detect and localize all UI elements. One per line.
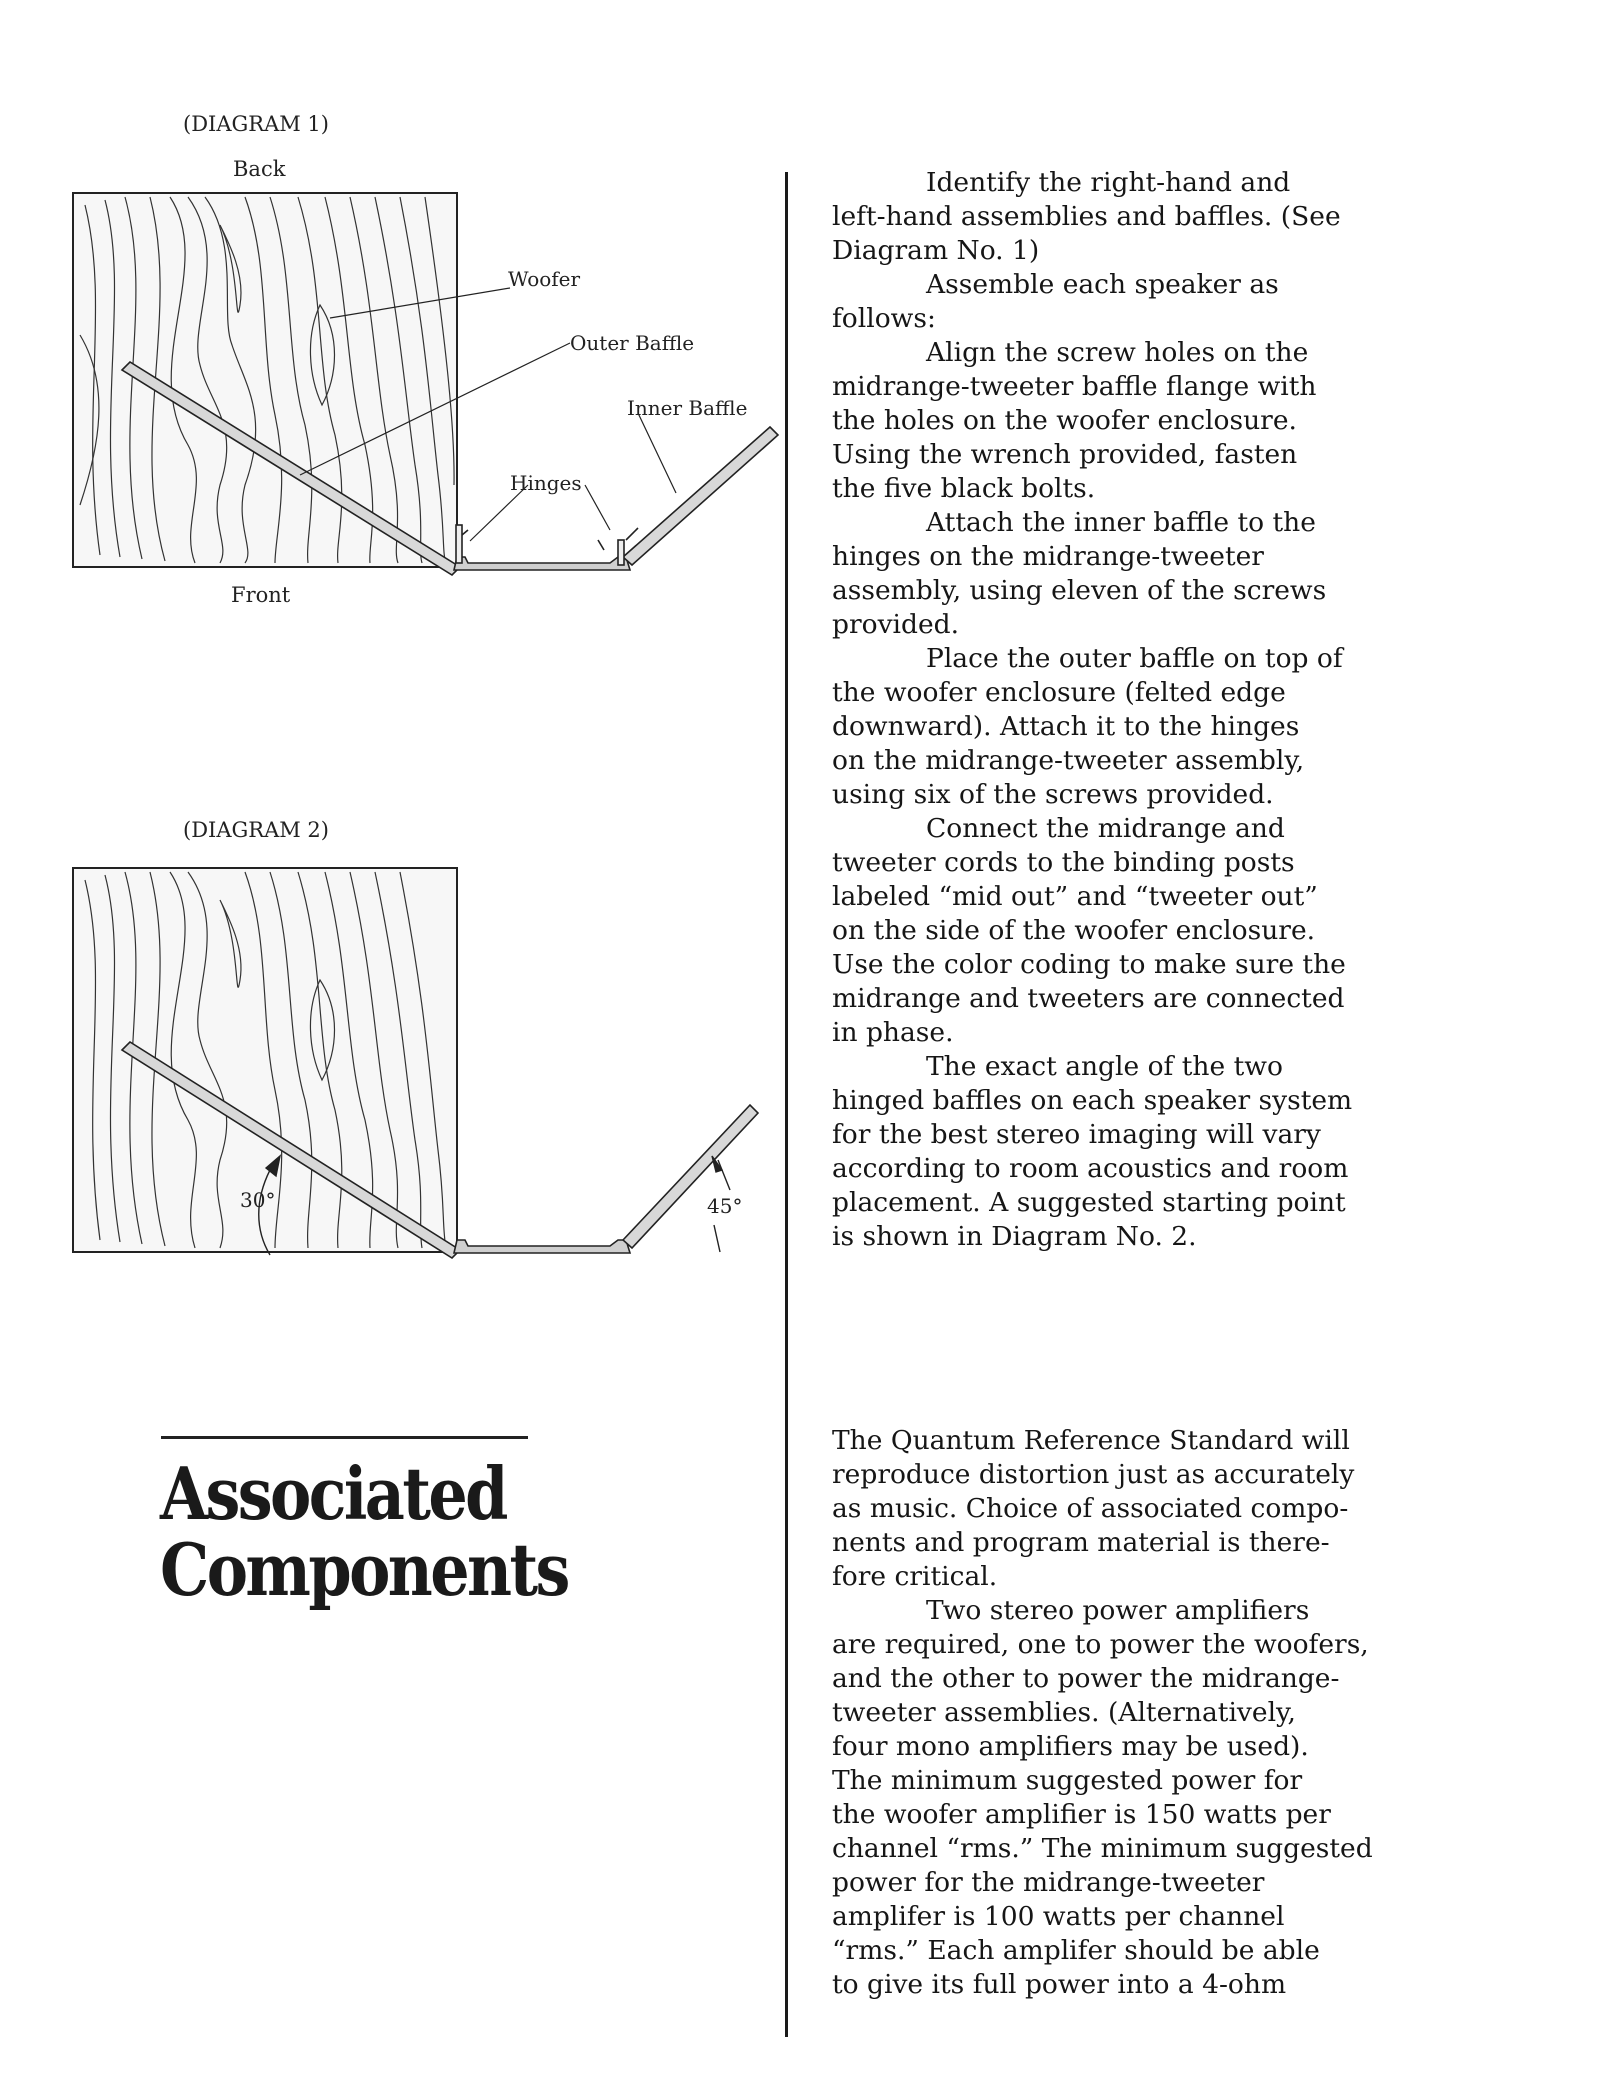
text-line: Align the screw holes on the [926, 337, 1309, 368]
angle-45-label: 45° [707, 1194, 743, 1218]
text-line: tweeter cords to the binding posts [832, 847, 1295, 878]
midrange-tweeter-assembly [454, 557, 630, 570]
text-line: midrange-tweeter baffle flange with [832, 371, 1317, 402]
heading-line: Components [160, 1527, 568, 1612]
hinges-label: Hinges [510, 471, 582, 495]
text-line: Diagram No. 1) [832, 235, 1040, 266]
text-line: reproduce distortion just as accurately [832, 1459, 1355, 1490]
diagram1-front-label: Front [231, 583, 291, 607]
heading-line: Associated [160, 1451, 506, 1536]
text-line: follows: [832, 303, 936, 334]
text-line: placement. A suggested starting point [832, 1187, 1346, 1218]
text-line: according to room acoustics and room [832, 1153, 1349, 1184]
text-line: midrange and tweeters are connected [832, 983, 1345, 1014]
text-line: on the side of the woofer enclosure. [832, 915, 1316, 946]
text-line: the holes on the woofer enclosure. [832, 405, 1297, 436]
text-line: four mono amplifiers may be used). [832, 1731, 1309, 1762]
text-line: hinged baffles on each speaker system [832, 1085, 1353, 1116]
text-line: and the other to power the midrange- [832, 1663, 1340, 1694]
text-line: downward). Attach it to the hinges [832, 711, 1300, 742]
diagram2-illustration [70, 860, 790, 1280]
text-line: in phase. [832, 1017, 954, 1048]
text-line: The exact angle of the two [926, 1051, 1283, 1082]
text-line: Connect the midrange and [926, 813, 1285, 844]
inner-baffle-label: Inner Baffle [627, 396, 748, 420]
text-line: the five black bolts. [832, 473, 1096, 504]
outer-baffle-label: Outer Baffle [570, 331, 695, 355]
text-line: assembly, using eleven of the screws [832, 575, 1327, 606]
woofer-label: Woofer [508, 267, 581, 291]
text-line: The minimum suggested power for [832, 1765, 1303, 1796]
text-line: fore critical. [832, 1561, 998, 1592]
text-line: “rms.” Each amplifer should be able [832, 1935, 1320, 1966]
text-line: the woofer enclosure (felted edge [832, 677, 1286, 708]
text-line: power for the midrange-tweeter [832, 1867, 1265, 1898]
column-divider [785, 172, 788, 2037]
inner-baffle-shape [623, 427, 778, 565]
components-text [832, 1424, 1373, 2002]
diagram1-back-label: Back [233, 157, 286, 181]
assembly-instructions [832, 166, 1352, 1254]
section-heading [160, 1451, 568, 1612]
text-line: is shown in Diagram No. 2. [832, 1221, 1197, 1252]
text-line: channel “rms.” The minimum suggested [832, 1833, 1373, 1864]
text-line: the woofer amplifier is 150 watts per [832, 1799, 1331, 1830]
text-line: tweeter assemblies. (Alternatively, [832, 1697, 1296, 1728]
text-line: nents and program material is there- [832, 1527, 1330, 1558]
text-line: as music. Choice of associated compo- [832, 1493, 1349, 1524]
text-line: Attach the inner baffle to the [926, 507, 1316, 538]
text-line: are required, one to power the woofers, [832, 1629, 1369, 1660]
text-line: Place the outer baffle on top of [926, 643, 1343, 674]
text-line: Two stereo power amplifiers [926, 1595, 1310, 1626]
text-line: hinges on the midrange-tweeter [832, 541, 1264, 572]
diagram1-caption: (DIAGRAM 1) [183, 112, 329, 136]
text-line: for the best stereo imaging will vary [832, 1119, 1321, 1150]
diagram2-caption: (DIAGRAM 2) [183, 818, 329, 842]
text-line: Identify the right-hand and [926, 167, 1291, 198]
text-line: to give its full power into a 4-ohm [832, 1969, 1287, 2000]
text-line: labeled “mid out” and “tweeter out” [832, 881, 1318, 912]
heading-rule [161, 1436, 528, 1439]
text-line: Assemble each speaker as [926, 269, 1279, 300]
woofer-enclosure [73, 193, 457, 567]
text-line: provided. [832, 609, 960, 640]
text-line: amplifer is 100 watts per channel [832, 1901, 1285, 1932]
text-line: Use the color coding to make sure the [832, 949, 1346, 980]
text-line: left-hand assemblies and baffles. (See [832, 201, 1341, 232]
text-line: using six of the screws provided. [832, 779, 1274, 810]
hinges-shapes [456, 525, 638, 565]
text-line: Using the wrench provided, fasten [832, 439, 1298, 470]
text-line: on the midrange-tweeter assembly, [832, 745, 1305, 776]
text-line: The Quantum Reference Standard will [832, 1425, 1350, 1456]
angle-30-label: 30° [240, 1188, 276, 1212]
